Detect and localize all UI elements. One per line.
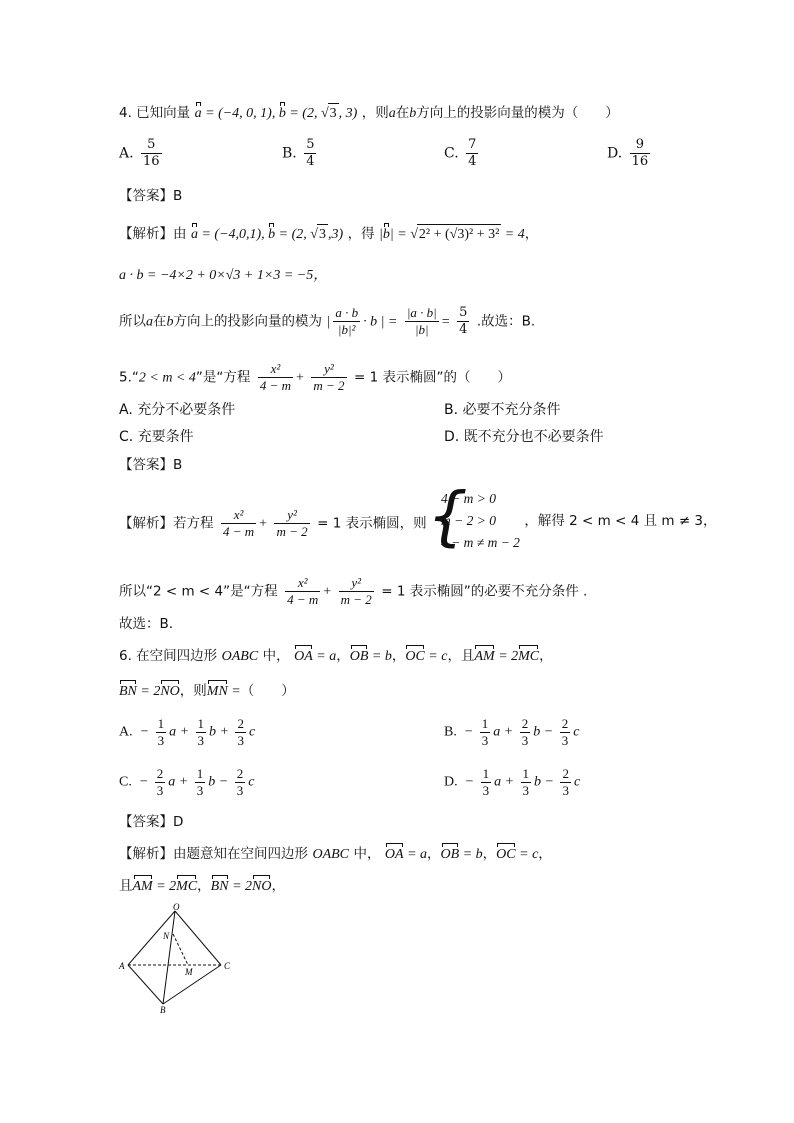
fraction: $\frac{\text{x²}}{4 - m}$ <box>259 361 292 393</box>
label-n: N <box>163 931 170 941</box>
fraction: $\frac{\text{y²}}{m - 2}$ <box>276 506 308 539</box>
fraction: $\frac{\text{y²}}{m - 2}$ <box>313 361 345 393</box>
fraction: $\frac{7}{4}$ <box>468 137 477 169</box>
label-o: O <box>173 903 180 912</box>
q5-option-c: C. 充要条件 <box>119 429 194 445</box>
q4-option-b: B. $\frac{5}{4}$ <box>282 137 315 169</box>
label-b: B <box>160 1005 166 1015</box>
q5-conclusion: 所以“2 < m < 4”是“方程 $\frac{\text{x²}}{4 - m}$ + $\frac{\text{y²}}{m - 2}$ = 1 表示椭圆”的必要不充分条件 . <box>119 575 588 607</box>
q6-stem-line2: BN = 2NO，则MN =（ ） <box>119 681 295 702</box>
q5-stem: 5.“2 < m < 4”是“方程 $\frac{\text{x²}}{4 - m}$ + $\frac{\text{y²}}{m - 2}$ = 1 表示椭圆”的（ ） <box>119 361 511 393</box>
segment-nm <box>173 934 188 965</box>
q4-stem-vectors: a = (−4, 0, 1), b = (2, √3 , 3) <box>195 106 358 121</box>
q5-option-a: A. 充分不必要条件 <box>119 402 236 418</box>
fraction: $\frac{5}{4}$ <box>306 137 315 169</box>
q6-answer: 【答案】D <box>119 814 184 830</box>
q5-option-b: B. 必要不充分条件 <box>444 402 561 418</box>
edge-ab <box>128 965 163 1004</box>
q4-option-d: D. $\frac{9}{16}$ <box>607 137 649 169</box>
fraction: $\frac{|a \cdot b|}{|b|}$ <box>406 305 437 337</box>
q4-option-a: A. $\frac{5}{16}$ <box>119 137 160 169</box>
q6-option-d: D. − $\frac{1}{3}$ a + $\frac{1}{3}$ b − $\frac{2}{3}$ c <box>444 766 581 798</box>
q4-answer: 【答案】B <box>119 188 183 204</box>
q5-analysis: 【解析】若方程 $\frac{\text{x²}}{4 - m}$ + $\frac{\text{y²}}{m - 2}$ = 1 表示椭圆，则 { 4 − m > 0 m − 2 > 0 4 − m ≠ m − 2 ，解得 2 < m < 4 且 m ≠ 3， <box>119 488 717 558</box>
fraction: $\frac{5}{16}$ <box>143 137 160 169</box>
fraction: $\frac{9}{16}$ <box>631 137 649 169</box>
label-m: M <box>185 967 193 977</box>
label-a: A <box>119 961 125 971</box>
q4-analysis-line3: 所以a在b方向上的投影向量的模为 | $\frac{a \cdot b}{\text{|b|²}}$ · b | = $\frac{|a \cdot b|}{|b|}$ = $\frac{5}{4}$ .故选：B. <box>119 305 536 337</box>
q6-stem: 6. 在空间四边形 OABC 中， OA = a，OB = b，OC = c，且AM = 2MC， <box>119 646 553 667</box>
q4-analysis-line2: a · b = −4×2 + 0×√3 + 1×3 = −5， <box>119 268 328 283</box>
tetrahedron-figure <box>115 903 240 1018</box>
label-c: C <box>224 961 231 971</box>
fraction: $\frac{5}{4}$ <box>459 305 468 337</box>
q5-answer: 【答案】B <box>119 457 183 473</box>
fraction: $\frac{\text{x²}}{4 - m}$ <box>287 575 319 607</box>
fraction: $\frac{\text{y²}}{m - 2}$ <box>340 575 372 607</box>
q4-option-c: C. $\frac{7}{4}$ <box>444 137 477 169</box>
inequality-system: { 4 − m > 0 m − 2 > 0 4 − m ≠ m − 2 <box>431 488 520 554</box>
q6-option-b: B. − $\frac{1}{3}$ a + $\frac{2}{3}$ b − $\frac{2}{3}$ c <box>444 716 580 748</box>
q5-choose: 故选：B. <box>119 616 174 632</box>
fraction: $\frac{\text{x²}}{4 - m}$ <box>222 506 255 539</box>
edge-oc <box>175 911 221 965</box>
q6-option-c: C. − $\frac{2}{3}$ a + $\frac{1}{3}$ b − $\frac{2}{3}$ c <box>119 766 255 798</box>
q5-option-d: D. 既不充分也不必要条件 <box>444 429 604 445</box>
edge-ob <box>163 911 175 1004</box>
q6-analysis: 【解析】由题意知在空间四边形 OABC 中， OA = a，OB = b，OC = c， <box>119 844 552 865</box>
q4-analysis-line1: 【解析】由 a = (−4,0,1), b = (2, √3 ,3) ，得 |b| = √2² + (√3)² + 3² = 4， <box>119 224 538 245</box>
q6-option-a: A. − $\frac{1}{3}$ a + $\frac{1}{3}$ b + $\frac{2}{3}$ c <box>119 716 256 748</box>
fraction: $\frac{a \cdot b}{\text{|b|²}}$ <box>335 305 359 337</box>
q4-stem: 4. 已知向量 a = (−4, 0, 1), b = (2, √3 , 3) ，则a在b方向上的投影向量的模为（ ） <box>119 103 619 124</box>
q6-analysis-line2: 且AM = 2MC，BN = 2NO， <box>119 876 285 897</box>
